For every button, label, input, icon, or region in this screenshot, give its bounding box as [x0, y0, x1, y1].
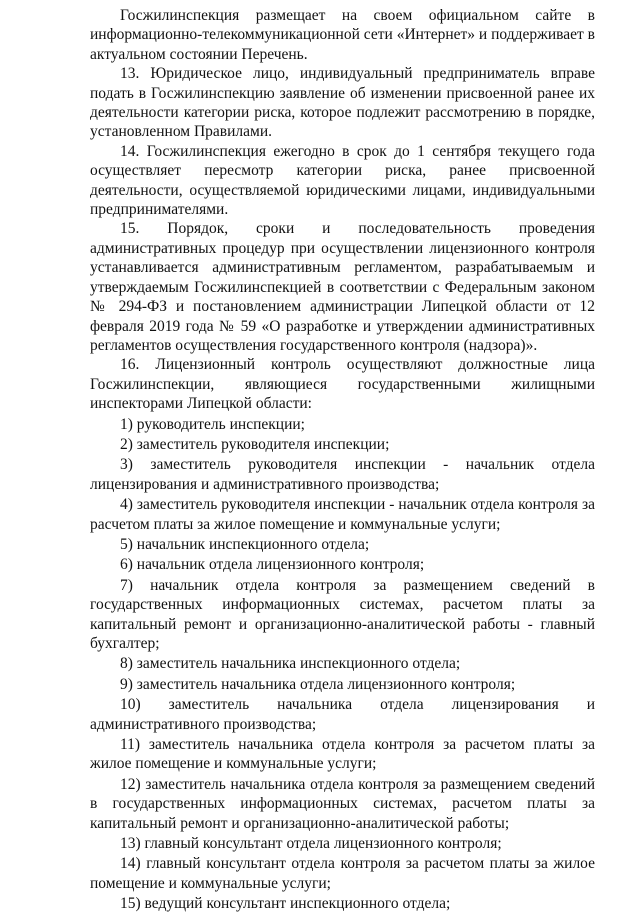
list-item-6: 6) начальник отдела лицензионного контроля;: [120, 556, 425, 574]
list-item-8: 8) заместитель начальника инспекционного отдела;: [120, 655, 461, 673]
list-item-14: 14) главный консультант отдела контроля за расчетом платы за жилое помещение и коммунальные услуги;: [90, 855, 595, 892]
list-item-7: 7) начальник отдела контроля за размещением сведений в государственных информационных системах, расчетом платы за капитальный ремонт и организационно-аналитической работы - главный бухгалтер;: [90, 576, 595, 652]
paragraph-13: 13. Юридическое лицо, индивидуальный предприниматель вправе подать в Госжилинспекцию заявление об изменении присвоенной ранее их деятельности категории риска, которое подлежит рассмотрению в порядке, установленном Правилами.: [90, 65, 595, 141]
list-item-2: 2) заместитель руководителя инспекции;: [120, 435, 390, 453]
list-item-12: 12) заместитель начальника отдела контроля за размещением сведений в государственных информационных системах, расчетом платы за капитальный ремонт и организационно-аналитической работы;: [90, 775, 595, 832]
list-item-3: 3) заместитель руководителя инспекции - начальник отдела лицензирования и административного производства;: [90, 456, 595, 493]
list-item-5: 5) начальник инспекционного отдела;: [120, 535, 370, 553]
list-item-13: 13) главный консультант отдела лицензионного контроля;: [120, 835, 502, 853]
paragraph-14: 14. Госжилинспекция ежегодно в срок до 1 сентября текущего года осуществляет пересмотр категории риска, ранее присвоенной деятельности, осуществляемой юридическими лицами, индивидуальными предпринимателями.: [90, 142, 595, 219]
list-item-15: 15) ведущий консультант инспекционного отдела;: [120, 895, 451, 913]
list-item-9: 9) заместитель начальника отдела лицензионного контроля;: [120, 675, 516, 693]
paragraph-16: 16. Лицензионный контроль осуществляют должностные лица Госжилинспекции, являющиеся государственными жилищными инспекторами Липецкой области:: [90, 356, 595, 413]
paragraph-intro: Госжилинспекция размещает на своем официальном сайте в информационно-телекоммуникационной сети «Интернет» и поддерживает в актуальном состоянии Перечень.: [90, 7, 595, 63]
list-item-1: 1) руководитель инспекции;: [120, 415, 305, 433]
paragraph-15: 15. Порядок, сроки и последовательность проведения административных процедур при осуществлении лицензионного контроля устанавливается административным регламентом, разрабатываемым и утверждаемым Госжилинспекцией в соответствии с Федеральным законом № 294-ФЗ и постановлением администрации Липецкой области от 12 февраля 2019 года № 59 «О разработке и утверждении административных регламентов осуществления государственного контроля (надзора)».: [90, 220, 595, 354]
list-item-11: 11) заместитель начальника отдела контроля за расчетом платы за жилое помещение и коммунальные услуги;: [90, 736, 595, 773]
document-page: [90, 6, 595, 914]
list-item-4: 4) заместитель руководителя инспекции - начальник отдела контроля за расчетом платы за жилое помещение и коммунальные услуги;: [90, 496, 595, 533]
list-item-10: 10) заместитель начальника отдела лицензирования и административного производства;: [90, 696, 595, 733]
